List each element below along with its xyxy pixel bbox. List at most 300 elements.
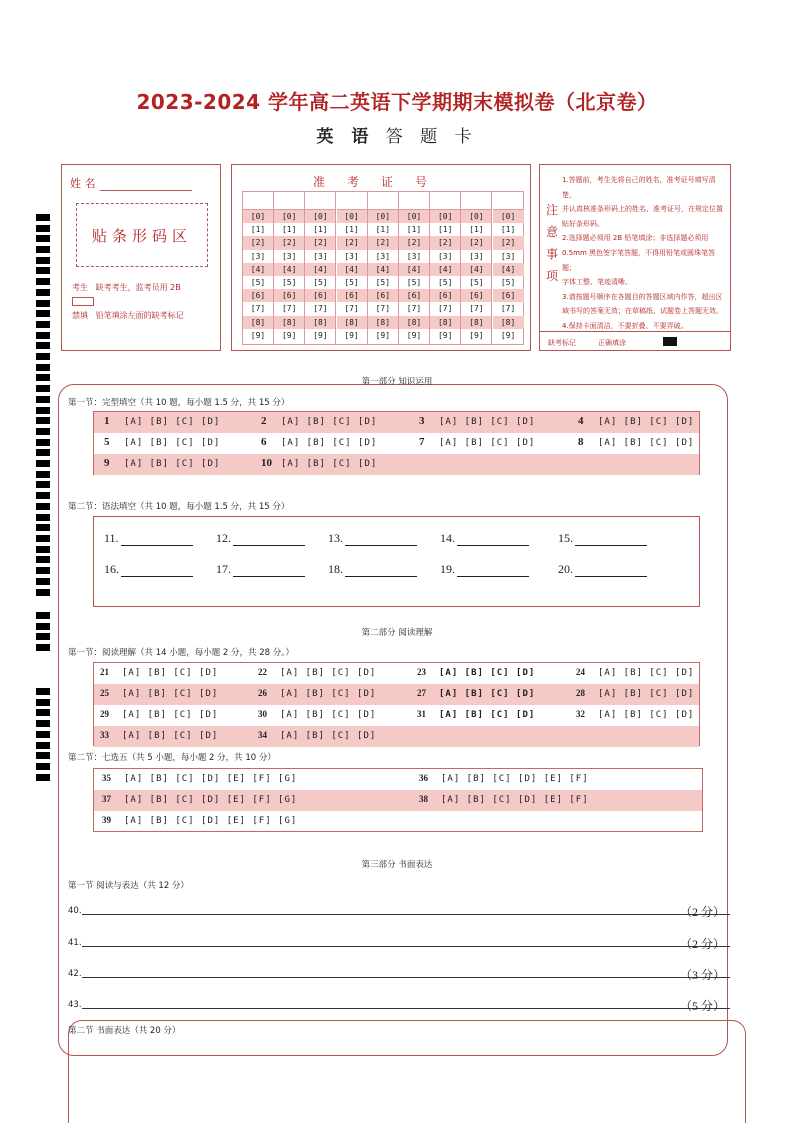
- alignment-tick: [36, 471, 50, 478]
- exam-number-column: [368, 192, 399, 344]
- notes-footer: [540, 331, 730, 352]
- exam-number-bubble[interactable]: [2]: [493, 236, 524, 249]
- line-rule: [82, 946, 730, 947]
- blank-underline: [345, 534, 417, 546]
- exam-number-bubble[interactable]: [5]: [313, 277, 328, 287]
- alignment-tick: [36, 449, 50, 456]
- exam-number-bubble[interactable]: [7]: [469, 304, 484, 314]
- absent-note-label-a: 考生: [72, 283, 88, 292]
- answer-options[interactable]: [A] [B] [C] [D]: [122, 731, 219, 741]
- exam-number-title: 准考证号: [312, 175, 449, 189]
- blank-number: 18.: [328, 562, 343, 576]
- answer-options[interactable]: [A] [B] [C] [D]: [598, 689, 695, 699]
- absent-note: [72, 281, 220, 323]
- candidate-info-box: [61, 164, 221, 351]
- answer-options[interactable]: [A] [B] [C] [D] [E] [F]: [441, 795, 589, 805]
- alignment-tick: [36, 567, 50, 574]
- exam-number-bubble[interactable]: [0]: [305, 210, 335, 223]
- question-number: 39: [102, 815, 111, 825]
- answer-line[interactable]: [68, 938, 82, 948]
- exam-number-bubble[interactable]: [5]: [469, 277, 484, 287]
- alignment-tick: [36, 267, 50, 274]
- question-number: 7: [419, 436, 425, 448]
- exam-number-bubble[interactable]: [9]: [344, 330, 359, 340]
- blank-number: 15.: [558, 531, 573, 545]
- alignment-tick: [36, 774, 50, 781]
- answer-row: [94, 790, 702, 811]
- alignment-tick: [36, 460, 50, 467]
- question-number: 22: [258, 667, 267, 677]
- answer-options[interactable]: [A] [B] [C] [D] [E] [F] [G]: [124, 795, 298, 805]
- answer-card-label: 答 题 卡: [385, 127, 478, 147]
- exam-number-bubble[interactable]: [2]: [368, 236, 398, 249]
- line-rule: [82, 1008, 730, 1009]
- exam-number-bubble[interactable]: [8]: [305, 316, 335, 329]
- absent-mark-box[interactable]: [72, 297, 94, 306]
- exam-number-bubble[interactable]: [6]: [430, 289, 460, 302]
- exam-number-grid: [242, 191, 524, 345]
- exam-number-bubble[interactable]: [4]: [493, 263, 524, 276]
- grammar-fill-box: [93, 516, 700, 607]
- question-number: 29: [100, 709, 109, 719]
- exam-number-bubble[interactable]: [4]: [305, 263, 335, 276]
- exam-number-bubble[interactable]: [0]: [430, 210, 460, 223]
- alignment-tick: [36, 763, 50, 770]
- correct-fill-label: 正确填涂: [598, 339, 626, 347]
- blank-underline: [457, 534, 529, 546]
- note-line: 3.请按题号顺序在各题目的答题区域内作答，超出区: [562, 292, 723, 301]
- exam-number-bubble[interactable]: [3]: [375, 251, 391, 261]
- answer-options[interactable]: [A] [B] [C] [D]: [598, 668, 695, 678]
- answer-options[interactable]: [A] [B] [C] [D]: [439, 668, 536, 678]
- absent-note-label-b: 禁填: [72, 311, 88, 320]
- alignment-tick: [36, 332, 50, 339]
- answer-row: [94, 412, 699, 433]
- answer-line[interactable]: [68, 1000, 82, 1010]
- exam-number-bubble[interactable]: [0]: [493, 210, 524, 223]
- blank-underline: [233, 565, 305, 577]
- cloze-answer-table: [93, 411, 700, 475]
- exam-number-bubble[interactable]: [6]: [493, 289, 524, 302]
- alignment-tick: [36, 214, 50, 221]
- alignment-tick: [36, 503, 50, 510]
- part3-section2-title: 第二节 书面表达（共 20 分）: [68, 1026, 181, 1036]
- seven-choose-five-table: [93, 768, 703, 832]
- part2-section1-title: 第一节：阅读理解（共 14 小题，每小题 2 分，共 28 分。）: [68, 648, 295, 658]
- exam-number-bubble[interactable]: [9]: [313, 330, 328, 340]
- part1-section2-title: 第二节：语法填空（共 10 题，每小题 1.5 分，共 15 分）: [68, 502, 290, 512]
- exam-number-bubble[interactable]: [8]: [399, 316, 429, 329]
- exam-number-bubble[interactable]: [2]: [243, 236, 273, 249]
- exam-number-bubble[interactable]: [1]: [313, 225, 328, 235]
- exam-number-bubble[interactable]: [0]: [274, 210, 304, 223]
- answer-options[interactable]: [A] [B] [C] [D]: [439, 417, 536, 427]
- answer-options[interactable]: [A] [B] [C] [D]: [598, 710, 695, 720]
- part2-section2-title: 第二节：七选五（共 5 小题，每小题 2 分，共 10 分）: [68, 753, 276, 763]
- exam-number-bubble[interactable]: [7]: [500, 304, 516, 314]
- exam-number-bubble[interactable]: [9]: [406, 330, 422, 340]
- exam-number-bubble[interactable]: [8]: [243, 316, 273, 329]
- question-number: 31: [417, 709, 426, 719]
- alignment-tick: [36, 524, 50, 531]
- answer-options[interactable]: [A] [B] [C] [D]: [439, 438, 536, 448]
- alignment-tick: [36, 353, 50, 360]
- answer-options[interactable]: [A] [B] [C] [D]: [280, 689, 377, 699]
- note-line: 贴好条形码。: [562, 219, 604, 228]
- alignment-tick: [36, 720, 50, 727]
- alignment-tick: [36, 428, 50, 435]
- notes-side-char: 注: [546, 203, 559, 217]
- exam-number-bubble[interactable]: [6]: [274, 289, 304, 302]
- notes-box: [539, 164, 731, 351]
- question-number: 23: [417, 667, 426, 677]
- question-number: 21: [100, 667, 109, 677]
- answer-options[interactable]: [A] [B] [C] [D]: [598, 438, 695, 448]
- alignment-tick: [36, 699, 50, 706]
- line-score: （2 分）: [680, 937, 726, 951]
- question-number: 9: [104, 457, 110, 469]
- note-line: 0.5mm 黑色签字笔答题，不得用铅笔或圆珠笔答题；: [562, 248, 715, 272]
- answer-options[interactable]: [A] [B] [C] [D]: [122, 668, 219, 678]
- question-number: 32: [576, 709, 585, 719]
- exam-number-bubble[interactable]: [6]: [368, 289, 398, 302]
- exam-number-box: [231, 164, 531, 351]
- exam-number-bubble[interactable]: [1]: [344, 225, 359, 235]
- exam-number-bubble[interactable]: [2]: [305, 236, 335, 249]
- answer-options[interactable]: [A] [B] [C] [D]: [281, 459, 378, 469]
- blank-underline: [345, 565, 417, 577]
- exam-number-bubble[interactable]: [5]: [375, 277, 391, 287]
- answer-options[interactable]: [A] [B] [C] [D] [E] [F]: [441, 774, 589, 784]
- blank-underline: [121, 534, 193, 546]
- exam-number-bubble[interactable]: [2]: [461, 236, 491, 249]
- exam-number-bubble[interactable]: [7]: [344, 304, 359, 314]
- exam-number-bubble[interactable]: [0]: [368, 210, 398, 223]
- question-number: 34: [258, 730, 267, 740]
- exam-number-bubble[interactable]: [8]: [493, 316, 524, 329]
- question-number: 33: [100, 730, 109, 740]
- exam-number-bubble[interactable]: [5]: [344, 277, 359, 287]
- answer-line[interactable]: [68, 969, 82, 979]
- question-number: 4: [578, 415, 584, 427]
- question-number: 30: [258, 709, 267, 719]
- blank-number: 16.: [104, 562, 119, 576]
- notes-side-label: [546, 199, 560, 287]
- exam-number-bubble[interactable]: [3]: [313, 251, 328, 261]
- alignment-tick: [36, 225, 50, 232]
- grammar-blank[interactable]: [440, 531, 529, 546]
- notes-text: [562, 173, 728, 334]
- exam-number-bubble[interactable]: [3]: [344, 251, 359, 261]
- page-title: 2023-2024 学年高二英语下学期期末模拟卷（北京卷）: [136, 90, 658, 114]
- grammar-blank[interactable]: [104, 562, 193, 577]
- exam-number-bubble[interactable]: [6]: [243, 289, 273, 302]
- answer-options[interactable]: [A] [B] [C] [D]: [439, 710, 536, 720]
- exam-number-bubble[interactable]: [8]: [274, 316, 304, 329]
- grammar-blank[interactable]: [328, 531, 417, 546]
- exam-number-bubble[interactable]: [1]: [469, 225, 484, 235]
- blank-number: 19.: [440, 562, 455, 576]
- notes-side-char: 事: [546, 247, 559, 261]
- correct-fill-sample: [663, 337, 677, 346]
- grammar-blank[interactable]: [216, 562, 305, 577]
- barcode-area: 贴条形码区: [76, 203, 208, 267]
- exam-number-bubble[interactable]: [3]: [250, 251, 266, 261]
- exam-number-column: [243, 192, 274, 344]
- alignment-tick: [36, 278, 50, 285]
- blank-underline: [121, 565, 193, 577]
- exam-number-column: [305, 192, 336, 344]
- exam-number-bubble[interactable]: [4]: [274, 263, 304, 276]
- exam-number-bubble[interactable]: [9]: [500, 330, 516, 340]
- line-rule: [82, 977, 730, 978]
- exam-number-bubble[interactable]: [9]: [469, 330, 484, 340]
- exam-number-bubble[interactable]: [1]: [250, 225, 266, 235]
- note-line: 1.答题前，考生先将自己的姓名，准考证号填写清楚，: [562, 176, 716, 199]
- exam-number-bubble[interactable]: [7]: [437, 304, 453, 314]
- exam-number-bubble[interactable]: [4]: [461, 263, 491, 276]
- answer-options[interactable]: [A] [B] [C] [D]: [122, 710, 219, 720]
- alignment-tick: [36, 514, 50, 521]
- exam-number-bubble[interactable]: [4]: [430, 263, 460, 276]
- exam-number-bubble[interactable]: [7]: [375, 304, 391, 314]
- alignment-tick: [36, 752, 50, 759]
- exam-number-bubble[interactable]: [9]: [375, 330, 391, 340]
- alignment-tick: [36, 612, 50, 619]
- alignment-tick: [36, 492, 50, 499]
- exam-number-bubble[interactable]: [2]: [399, 236, 429, 249]
- grammar-blank[interactable]: [216, 531, 305, 546]
- note-line: 4.保持卡面清洁，不要折叠、不要弄破。: [562, 321, 688, 330]
- exam-number-digit-input[interactable]: [274, 192, 304, 210]
- exam-number-bubble[interactable]: [6]: [461, 289, 491, 302]
- answer-options[interactable]: [A] [B] [C] [D] [E] [F] [G]: [124, 774, 298, 784]
- alignment-tick: [36, 310, 50, 317]
- exam-number-bubble[interactable]: [0]: [337, 210, 367, 223]
- question-number: 26: [258, 688, 267, 698]
- exam-number-bubble[interactable]: [1]: [375, 225, 391, 235]
- line-number: 41.: [68, 938, 82, 948]
- answer-options[interactable]: [A] [B] [C] [D]: [281, 417, 378, 427]
- answer-row: [94, 684, 699, 705]
- reading-answer-table: [93, 662, 700, 746]
- exam-number-digit-input[interactable]: [337, 192, 367, 210]
- question-number: 38: [419, 794, 428, 804]
- exam-number-bubble[interactable]: [6]: [399, 289, 429, 302]
- exam-number-bubble[interactable]: [0]: [461, 210, 491, 223]
- question-number: 3: [419, 415, 425, 427]
- part1-title: 第一部分 知识运用: [361, 377, 433, 387]
- line-score: （2 分）: [680, 905, 726, 919]
- answer-options[interactable]: [A] [B] [C] [D]: [439, 689, 536, 699]
- exam-number-bubble[interactable]: [7]: [406, 304, 422, 314]
- grammar-blank[interactable]: [328, 562, 417, 577]
- grammar-blank[interactable]: [558, 562, 647, 577]
- question-number: 24: [576, 667, 585, 677]
- answer-options[interactable]: [A] [B] [C] [D]: [280, 668, 377, 678]
- exam-number-digit-input[interactable]: [243, 192, 273, 210]
- exam-number-bubble[interactable]: [0]: [243, 210, 273, 223]
- exam-number-bubble[interactable]: [0]: [399, 210, 429, 223]
- alignment-tick: [36, 364, 50, 371]
- question-number: 27: [417, 688, 426, 698]
- exam-number-bubble[interactable]: [4]: [368, 263, 398, 276]
- answer-row: [94, 663, 699, 684]
- exam-number-bubble[interactable]: [1]: [281, 225, 297, 235]
- note-line: 字体工整、笔迹清晰。: [562, 278, 632, 287]
- exam-number-column: [493, 192, 524, 344]
- blank-number: 11.: [104, 531, 119, 545]
- name-field[interactable]: [70, 175, 192, 191]
- exam-number-bubble[interactable]: [4]: [243, 263, 273, 276]
- exam-number-column: [274, 192, 305, 344]
- exam-number-bubble[interactable]: [8]: [430, 316, 460, 329]
- absent-note-text-b: 铅笔填涂左面的缺考标记: [95, 311, 184, 320]
- answer-row: [94, 433, 699, 454]
- exam-number-digit-input[interactable]: [305, 192, 335, 210]
- note-line: 域书写的答案无效；在草稿纸、试题卷上答题无效。: [562, 307, 723, 316]
- blank-underline: [457, 565, 529, 577]
- answer-options[interactable]: [A] [B] [C] [D]: [598, 417, 695, 427]
- blank-number: 20.: [558, 562, 573, 576]
- exam-number-bubble[interactable]: [1]: [406, 225, 422, 235]
- exam-number-bubble[interactable]: [3]: [469, 251, 484, 261]
- exam-number-bubble[interactable]: [8]: [337, 316, 367, 329]
- question-number: 1: [104, 415, 110, 427]
- exam-number-bubble[interactable]: [5]: [500, 277, 516, 287]
- exam-number-bubble[interactable]: [9]: [281, 330, 297, 340]
- alignment-tick: [36, 417, 50, 424]
- exam-number-bubble[interactable]: [8]: [461, 316, 491, 329]
- answer-line[interactable]: [68, 906, 82, 916]
- exam-number-bubble[interactable]: [3]: [406, 251, 422, 261]
- name-label: 姓 名: [70, 177, 96, 190]
- exam-number-bubble[interactable]: [6]: [337, 289, 367, 302]
- notes-side-char: 项: [546, 269, 559, 283]
- exam-number-digit-input[interactable]: [493, 192, 524, 210]
- alignment-tick: [36, 396, 50, 403]
- blank-underline: [233, 534, 305, 546]
- alignment-tick: [36, 644, 50, 651]
- exam-number-bubble[interactable]: [5]: [250, 277, 266, 287]
- notes-side-char: 意: [546, 225, 559, 239]
- exam-number-column: [399, 192, 430, 344]
- answer-row: [94, 811, 702, 832]
- answer-options[interactable]: [A] [B] [C] [D]: [124, 417, 221, 427]
- exam-number-bubble[interactable]: [9]: [250, 330, 266, 340]
- exam-number-bubble[interactable]: [1]: [500, 225, 516, 235]
- answer-row: [94, 769, 702, 790]
- exam-number-column: [337, 192, 368, 344]
- answer-row: [94, 705, 699, 726]
- line-number: 40.: [68, 906, 82, 916]
- question-number: 10: [261, 457, 272, 469]
- question-number: 25: [100, 688, 109, 698]
- exam-number-digit-input[interactable]: [461, 192, 491, 210]
- grammar-blank[interactable]: [440, 562, 529, 577]
- blank-number: 17.: [216, 562, 231, 576]
- exam-number-bubble[interactable]: [3]: [500, 251, 516, 261]
- exam-number-column: [430, 192, 461, 344]
- answer-row: [94, 454, 699, 475]
- exam-number-bubble[interactable]: [8]: [368, 316, 398, 329]
- exam-number-bubble[interactable]: [2]: [430, 236, 460, 249]
- question-number: 35: [102, 773, 111, 783]
- alignment-tick: [36, 578, 50, 585]
- question-number: 36: [419, 773, 428, 783]
- alignment-tick: [36, 535, 50, 542]
- exam-number-bubble[interactable]: [7]: [313, 304, 328, 314]
- exam-number-bubble[interactable]: [5]: [281, 277, 297, 287]
- alignment-tick: [36, 342, 50, 349]
- part1-section1-title: 第一节：完型填空（共 10 题，每小题 1.5 分，共 15 分）: [68, 398, 290, 408]
- exam-number-bubble[interactable]: [4]: [399, 263, 429, 276]
- exam-number-bubble[interactable]: [4]: [337, 263, 367, 276]
- grammar-blank[interactable]: [558, 531, 647, 546]
- alignment-tick: [36, 731, 50, 738]
- answer-options[interactable]: [A] [B] [C] [D]: [281, 438, 378, 448]
- line-score: （3 分）: [680, 968, 726, 982]
- answer-options[interactable]: [A] [B] [C] [D]: [280, 731, 377, 741]
- exam-number-bubble[interactable]: [5]: [437, 277, 453, 287]
- alignment-tick: [36, 407, 50, 414]
- exam-number-bubble[interactable]: [5]: [406, 277, 422, 287]
- alignment-tick: [36, 709, 50, 716]
- alignment-tick: [36, 589, 50, 596]
- alignment-tick: [36, 300, 50, 307]
- alignment-tick: [36, 246, 50, 253]
- exam-number-digit-input[interactable]: [368, 192, 398, 210]
- exam-number-bubble[interactable]: [3]: [281, 251, 297, 261]
- blank-underline: [575, 534, 647, 546]
- alignment-tick: [36, 546, 50, 553]
- exam-number-bubble[interactable]: [7]: [281, 304, 297, 314]
- exam-number-bubble[interactable]: [7]: [250, 304, 266, 314]
- note-line: 并认真核准条形码上的姓名、准考证号，在规定位置: [562, 205, 723, 214]
- exam-number-bubble[interactable]: [2]: [337, 236, 367, 249]
- exam-number-bubble[interactable]: [3]: [437, 251, 453, 261]
- part3-title: 第三部分 书面表达: [361, 860, 433, 870]
- grammar-blank[interactable]: [104, 531, 193, 546]
- question-number: 2: [261, 415, 267, 427]
- answer-options[interactable]: [A] [B] [C] [D]: [124, 459, 221, 469]
- part3-section1-title: 第一节 阅读与表达（共 12 分）: [68, 881, 189, 891]
- answer-options[interactable]: [A] [B] [C] [D]: [280, 710, 377, 720]
- answer-options[interactable]: [A] [B] [C] [D]: [122, 689, 219, 699]
- exam-number-digit-input[interactable]: [430, 192, 460, 210]
- line-rule: [82, 914, 730, 915]
- blank-underline: [575, 565, 647, 577]
- exam-number-bubble[interactable]: [9]: [437, 330, 453, 340]
- alignment-tick: [36, 742, 50, 749]
- answer-options[interactable]: [A] [B] [C] [D]: [124, 438, 221, 448]
- name-underline: [100, 179, 192, 191]
- blank-number: 13.: [328, 531, 343, 545]
- exam-number-bubble[interactable]: [2]: [274, 236, 304, 249]
- exam-number-column: [461, 192, 492, 344]
- answer-options[interactable]: [A] [B] [C] [D] [E] [F] [G]: [124, 816, 298, 826]
- alignment-tick: [36, 257, 50, 264]
- absent-mark-label: 缺考标记: [548, 339, 576, 347]
- question-number: 8: [578, 436, 584, 448]
- exam-number-digit-input[interactable]: [399, 192, 429, 210]
- exam-number-bubble[interactable]: [1]: [437, 225, 453, 235]
- alignment-tick: [36, 321, 50, 328]
- line-number: 43.: [68, 1000, 82, 1010]
- alignment-tick: [36, 481, 50, 488]
- alignment-tick: [36, 556, 50, 563]
- exam-number-bubble[interactable]: [6]: [305, 289, 335, 302]
